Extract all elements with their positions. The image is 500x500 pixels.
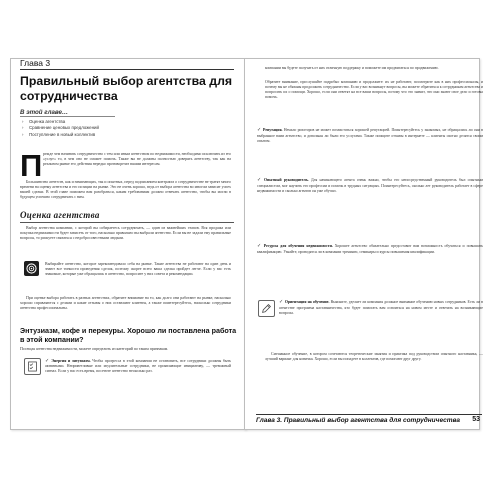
list-item: ✓ Опытный руководитель. Для начинающего агента очень важно, чтобы его непосредственный руководитель был опытным специалистом, мог научить его профессии и помочь в трудных ситуациях. Поинтересуйтесь, сколько лет руководитель работает в сфере недвижимости и сколько агентов он уже обучил. bbox=[257, 178, 483, 193]
toc-list bbox=[22, 119, 99, 138]
intro-dropcap: П bbox=[20, 148, 43, 183]
item-label: Энергия и энтузиазм. bbox=[51, 359, 91, 363]
paragraph: Выбирайте агентство, которое зарекомендовало себя на рынке. Такие агентства не работают на один день и знают все тонкости проведения сделок, поэтому скорее всего ваша сделка пройдет легче. Если у вас есть знакомые, которые уже обращались в агентство, попросите у них совета и рекомендации. bbox=[45, 262, 231, 276]
toc-rule bbox=[20, 116, 115, 117]
chapter-title: Правильный выбор агентства для сотрудничества bbox=[20, 74, 233, 103]
checkmark-icon: ✓ bbox=[45, 359, 50, 364]
right-item-list-3 bbox=[257, 244, 483, 256]
section-rule bbox=[20, 222, 234, 223]
checklist-icon bbox=[26, 360, 39, 373]
footer-rule bbox=[256, 414, 482, 415]
running-footer-title: Глава 3. Правильный выбор агентства для сотрудничества bbox=[256, 417, 460, 424]
list-item: ✓ Ресурсы для обучения недвижимости. Хорошее агентство обязательно предоставит вам возможность обучаться и повышать квалификацию. Узнайте, проводятся ли в компании тренинги, семинары и курсы повышения квалификации. bbox=[257, 244, 483, 254]
right-item-list bbox=[257, 128, 483, 145]
checkmark-icon: ✓ bbox=[257, 128, 262, 133]
tip-text bbox=[45, 262, 231, 278]
arrow-icon: › bbox=[22, 119, 24, 124]
toc-item: › Оценка агентства bbox=[22, 119, 66, 124]
paragraph: Смешанное обучение, в котором сочетаются теоретические занятия и практика под руководством опытного наставника, — лучший вариант для новичка. Хорошо, если вы попадете в коллектив, где помогают друг другу. bbox=[265, 352, 483, 361]
right-top-paragraph-1 bbox=[265, 66, 483, 72]
checkmark-icon: ✓ bbox=[257, 244, 263, 249]
chapter-rule bbox=[20, 69, 234, 70]
paragraph: режде чем начинать сотрудничество с тем или иным агентством по недвижимости, необходимо исключить из его «услуг» то, в чем оно не сможет помочь. Также вы не должны полностью доверять агентству, так как на реальном рынке его действия нередко противоречат вашим интересам. bbox=[43, 152, 231, 166]
checklist-icon-box bbox=[24, 358, 41, 375]
right-closing-paragraph bbox=[265, 352, 483, 363]
paragraph: компании вы будете получать от них отличную поддержку и поможете им продвигаться по продвижению. bbox=[265, 66, 439, 70]
right-item-list-2 bbox=[257, 178, 483, 195]
intro-paragraph-2 bbox=[20, 180, 231, 201]
list-item: ✓ Репутация. Немало риэлторов не может похвастаться хорошей репутацией. Поинтересуйтесь у знакомых, не обращались ли они в выбранное вами агентство, и довольны ли были его услугами. Также поищите отзывы в интернете — клиенты охотно делятся своим опытом. bbox=[257, 128, 483, 143]
section1-body bbox=[20, 226, 231, 242]
page-number: 53 bbox=[472, 416, 480, 423]
checkmark-icon: ✓ bbox=[279, 300, 284, 305]
right-top-paragraph-2 bbox=[265, 80, 483, 101]
list-item: ✓ Ориентация на обучение. Выясните, уделяет ли компания должное внимание обучению новых сотрудников. Есть ли в агентстве программа наставничества, кто будет помогать вам освоиться на новом месте и отвечать на возникающие вопросы. bbox=[279, 300, 484, 315]
chapter-label: Глава 3 bbox=[20, 58, 51, 68]
arrow-icon: › bbox=[22, 131, 24, 137]
checkmark-icon: ✓ bbox=[257, 178, 263, 183]
right-item-list-4 bbox=[265, 300, 483, 317]
section1-closing bbox=[20, 296, 231, 312]
paragraph: Посещая агентства недвижимости, можете определить из категорий по таким признакам. bbox=[20, 347, 169, 351]
paragraph: Выбор агентства компании, с которой вы собираетесь сотрудничать, — один из важнейших этапов. Вся продажа или покупка недвижимости будет зависеть от того, насколько правильно вы выбрали агентство. Если вы не задали ему правильные вопросы, то рискуете связаться с недобросовестными людьми. bbox=[20, 226, 231, 240]
paragraph: Большинство агентств, как и начинающих, так и опытных, перед подписанием контракта о сотрудничестве не тратят много времени на оценку агентства и его позиции на рынке. Это не очень хорошо, ведь от выбора агентства во многом зависит успех вашей сделки. В этой главе поможем вам разобраться, каким требованиям должно отвечать агентство, чтобы вы могли в будущем успешно сотрудничать с ним. bbox=[20, 180, 231, 199]
intro-paragraph-1 bbox=[43, 152, 231, 168]
toc-item: › Сравнение ценовых предложений bbox=[22, 125, 99, 131]
section-title: Оценка агентства bbox=[20, 210, 100, 220]
toc-heading: В этой главе… bbox=[20, 109, 69, 116]
section2-intro bbox=[20, 347, 231, 353]
section2-title: Энтузиазм, кофе и перекуры. Хорошо ли поставлена работа в этой компании? bbox=[20, 326, 237, 344]
section2-item bbox=[45, 359, 231, 374]
arrow-icon: › bbox=[22, 125, 24, 131]
tip-icon bbox=[24, 261, 39, 276]
toc-item: › Поступление в новый коллектив bbox=[22, 131, 96, 137]
paragraph: Обратите внимание, прослушайте подробно компанию и продолжите: их не работают, посмотрите как в них профессионалы, и почему вы не обязаны продолжить сотрудничество. Если у вас возникнут вопросы, вы можете обратиться к сотрудникам агентства и попросить их о помощи. Хорошо, если они ответят на все ваши вопросы, потому что это значит, что они знают свое дело и готовы помочь. bbox=[265, 80, 483, 99]
target-icon bbox=[25, 262, 38, 275]
paragraph: При оценке выбора работать в разных агентствах, обратите внимание на то, как долго они работают на рынке, насколько хорошо справляются с делами и какие отзывы о них оставляют клиенты, а также поинтересуйтесь, насколько сотрудники агентства профессиональны. bbox=[20, 296, 231, 310]
item-text: Чтобы прогресса в этой компании не остановить, все сотрудники должны быть активными. Неприветливые или медлительные сотрудники, не проявляющие инициативу, — тревожный сигнал. Если у вас есть время, посетите агентство несколько раз. bbox=[45, 359, 231, 373]
